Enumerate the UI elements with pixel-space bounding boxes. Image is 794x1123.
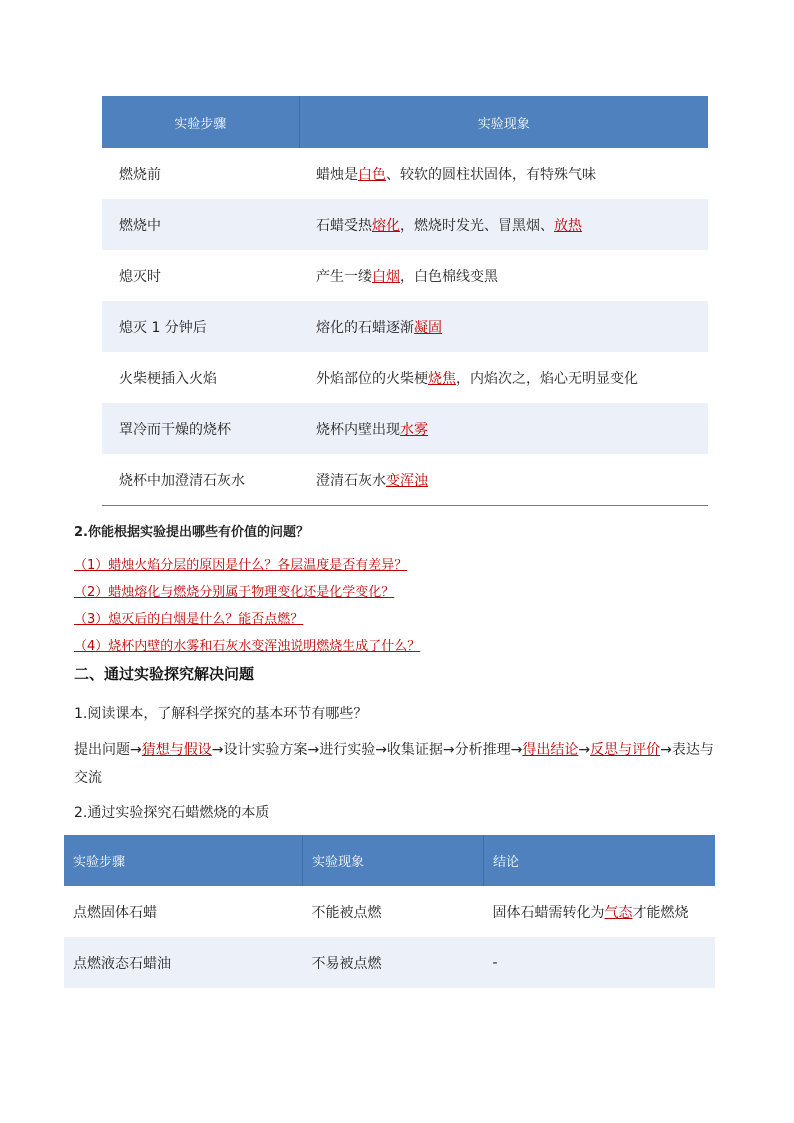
step-cell: 燃烧前: [119, 166, 161, 183]
text-part: 石蜡受热: [316, 217, 372, 234]
answer-text: 放热: [554, 217, 582, 234]
answer-text: 水雾: [400, 421, 428, 438]
text-part: →设计实验方案→进行实验→收集证据→分析推理→: [211, 742, 523, 758]
inquiry-flow: [74, 736, 722, 792]
table-row: [64, 937, 715, 988]
text-part: 、较软的圆柱状固体，有特殊气味: [386, 166, 596, 183]
table-row: [102, 199, 708, 250]
combustion-table: [64, 835, 715, 988]
phenomenon-cell: [299, 454, 708, 506]
text-part: 产生一缕: [316, 268, 372, 285]
answer-text: 反思与评价: [590, 742, 661, 758]
step-cell: 熄灭时: [119, 268, 161, 285]
question-item: （3）熄灭后的白烟是什么？能否点燃？: [74, 612, 304, 627]
question-item: （1）蜡烛火焰分层的原因是什么？各层温度是否有差异？: [74, 558, 408, 573]
text-part: →: [578, 742, 591, 758]
step-cell: 烧杯中加澄清石灰水: [119, 472, 245, 489]
answer-text: 白烟: [372, 268, 400, 285]
phenomenon-cell: [299, 301, 708, 352]
header-steps: 实验步骤: [102, 96, 299, 148]
step-cell: 罩冷而干燥的烧杯: [102, 403, 299, 454]
paragraph: 2.通过实验探究石蜡燃烧的本质: [74, 805, 270, 821]
question-item: （2）蜡烛熔化与燃烧分别属于物理变化还是化学变化？: [74, 585, 395, 600]
experiment-table: [102, 96, 708, 506]
table-row: [102, 301, 708, 352]
table-row: [64, 886, 715, 937]
paragraph: 1.阅读课本，了解科学探究的基本环节有哪些？: [74, 706, 368, 722]
answer-text: 得出结论: [522, 742, 579, 758]
header-phenomena: 实验现象: [299, 96, 708, 148]
phenomenon-cell: [299, 148, 708, 199]
text-part: 澄清石灰水: [316, 472, 386, 489]
text-part: 烧杯内壁出现: [316, 421, 400, 438]
text-part: 蜡烛是: [316, 166, 358, 183]
answer-text: 变浑浊: [386, 472, 428, 489]
table-row: [102, 352, 708, 403]
header-steps: 实验步骤: [64, 835, 303, 886]
text-part: ，内焰次之，焰心无明显变化: [456, 370, 638, 387]
answer-text: 熔化: [372, 217, 400, 234]
conclusion-cell: [484, 886, 716, 937]
table-row: [102, 403, 708, 454]
answer-text: 气态: [604, 904, 633, 921]
section-heading: 二、通过实验探究解决问题: [74, 665, 255, 683]
table-header: [64, 835, 715, 886]
answer-text: 凝固: [414, 319, 442, 336]
answer-text: 猜想与假设: [141, 742, 212, 758]
table-row: [102, 250, 708, 301]
text-part: 固体石蜡需转化为: [492, 904, 605, 921]
text-part: ，白色棉线变黑: [400, 268, 498, 285]
answer-text: 烧焦: [428, 370, 456, 387]
text-part: →表达与交流: [74, 742, 714, 786]
text-part: 外焰部位的火柴梗: [316, 370, 428, 387]
phenomenon-cell: [299, 352, 708, 403]
table-row: [102, 148, 708, 199]
answer-text: 白色: [358, 166, 386, 183]
text-part: 提出问题→: [74, 742, 142, 758]
text-part: 才能燃烧: [632, 904, 689, 921]
step-cell: 熄灭 1 分钟后: [102, 301, 299, 352]
step-cell: 点燃固体石蜡: [73, 904, 157, 921]
question-title: 2.你能根据实验提出哪些有价值的问题？: [74, 525, 309, 540]
step-cell: 火柴梗插入火焰: [119, 370, 217, 387]
header-conclusion: 结论: [484, 835, 716, 886]
phenomenon-cell: [299, 250, 708, 301]
step-cell: 燃烧中: [102, 199, 299, 250]
table-header: [102, 96, 708, 148]
header-phenomena: 实验现象: [303, 835, 484, 886]
phenomenon-cell: [299, 199, 708, 250]
phenomenon-cell: 不易被点燃: [303, 937, 484, 988]
text-part: 熔化的石蜡逐渐: [316, 319, 414, 336]
phenomenon-cell: [299, 403, 708, 454]
conclusion-cell: -: [484, 937, 716, 988]
question-item: （4）烧杯内壁的水雾和石灰水变浑浊说明燃烧生成了什么？: [74, 639, 421, 654]
table-row: [102, 454, 708, 506]
phenomenon-cell: 不能被点燃: [311, 904, 382, 921]
text-part: ，燃烧时发光、冒黑烟、: [400, 217, 554, 234]
step-cell: 点燃液态石蜡油: [64, 937, 303, 988]
